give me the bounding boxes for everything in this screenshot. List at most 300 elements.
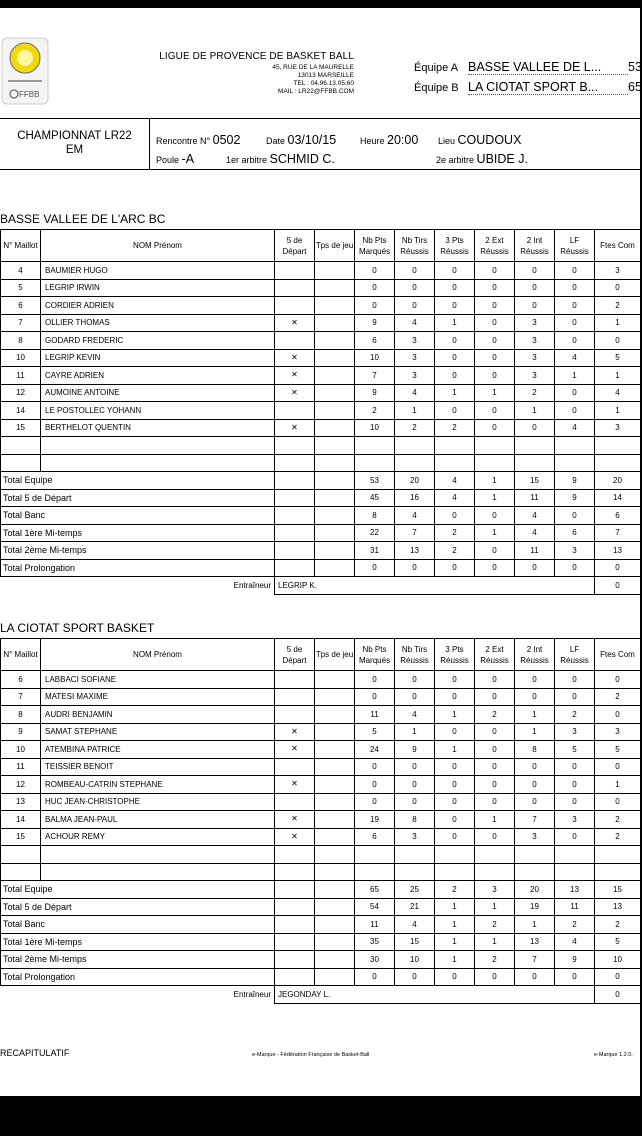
total-label: Total Banc: [1, 916, 275, 934]
empty-cell: [315, 898, 355, 916]
column-header: N° Maillot: [1, 230, 41, 262]
stat-tirs: 0: [395, 758, 435, 776]
player-name: OLLIER THOMAS: [41, 314, 275, 332]
empty-cell: [275, 933, 315, 951]
starter-mark: [275, 402, 315, 420]
score-sheet: [0, 8, 640, 1096]
arbitre-2: 2e arbitre UBIDE J.: [436, 152, 528, 166]
stat-pts: 6: [355, 332, 395, 350]
total-lf: 9: [555, 472, 595, 490]
player-name: TEISSIER BENOIT: [41, 758, 275, 776]
team-b-line: Équipe B LA CIOTAT SPORT B... 65: [414, 80, 642, 94]
total-tirs: 4: [395, 507, 435, 525]
empty-cell: [315, 559, 355, 577]
total-tirs: 10: [395, 951, 435, 969]
empty-row: [1, 863, 641, 881]
playing-time: [315, 828, 355, 846]
coach-name: JEGONDAY L.: [275, 986, 595, 1004]
player-name: BERTHELOT QUENTIN: [41, 419, 275, 437]
team-a-stats-table: [0, 229, 641, 595]
stat-lf: 2: [555, 706, 595, 724]
empty-cell: [475, 454, 515, 472]
stat-p3: 0: [435, 671, 475, 689]
coach-label: Entraîneur: [1, 577, 275, 595]
total-f: 20: [595, 472, 641, 490]
stat-int: 3: [515, 828, 555, 846]
empty-cell: [595, 863, 641, 881]
empty-cell: [275, 437, 315, 455]
jersey-number: 8: [1, 332, 41, 350]
stat-ext: 0: [475, 688, 515, 706]
starter-mark: [275, 793, 315, 811]
stat-pts: 9: [355, 314, 395, 332]
footer-center: e-Marque - Fédération Française de Basket-Ball: [252, 1052, 370, 1058]
stat-lf: 1: [555, 367, 595, 385]
empty-cell: [315, 507, 355, 525]
empty-cell: [555, 863, 595, 881]
stat-int: 1: [515, 706, 555, 724]
stat-lf: 3: [555, 723, 595, 741]
column-header: LF Réussis: [555, 230, 595, 262]
total-int: 1: [515, 916, 555, 934]
league-address: 45, RUE DE LA MAURELLE 13013 MARSEILLE TEL : 04.96.13.05.60 MAIL : LR22@FFBB.COM: [272, 64, 354, 95]
stat-tirs: 4: [395, 706, 435, 724]
stat-ext: 0: [475, 314, 515, 332]
stat-tirs: 4: [395, 314, 435, 332]
empty-cell: [515, 454, 555, 472]
player-name: ROMBEAU-CATRIN STEPHANE: [41, 776, 275, 794]
total-int: 4: [515, 507, 555, 525]
playing-time: [315, 758, 355, 776]
total-ext: 1: [475, 898, 515, 916]
total-row: [1, 898, 641, 916]
stat-p3: 0: [435, 793, 475, 811]
starter-mark: [275, 332, 315, 350]
empty-cell: [475, 846, 515, 864]
stat-ext: 0: [475, 332, 515, 350]
total-pts: 11: [355, 916, 395, 934]
stat-ext: 0: [475, 723, 515, 741]
empty-cell: [41, 863, 275, 881]
playing-time: [315, 723, 355, 741]
stat-lf: 3: [555, 811, 595, 829]
player-row: [1, 706, 641, 724]
stat-int: 0: [515, 419, 555, 437]
stat-lf: 5: [555, 741, 595, 759]
player-name: LEGRIP IRWIN: [41, 279, 275, 297]
column-header: 3 Pts Réussis: [435, 230, 475, 262]
total-p3: 1: [435, 951, 475, 969]
total-p3: 1: [435, 898, 475, 916]
total-pts: 53: [355, 472, 395, 490]
starter-mark: ✕: [275, 776, 315, 794]
empty-cell: [435, 437, 475, 455]
player-row: [1, 262, 641, 280]
poule: Poule -A: [156, 152, 195, 166]
empty-cell: [515, 846, 555, 864]
stat-ext: 0: [475, 758, 515, 776]
stat-tirs: 9: [395, 741, 435, 759]
stat-pts: 24: [355, 741, 395, 759]
total-ext: 1: [475, 524, 515, 542]
playing-time: [315, 279, 355, 297]
jersey-number: 7: [1, 688, 41, 706]
starter-mark: ✕: [275, 723, 315, 741]
stat-tirs: 4: [395, 384, 435, 402]
total-lf: 9: [555, 489, 595, 507]
starter-mark: [275, 262, 315, 280]
column-header: NOM Prénom: [41, 230, 275, 262]
stat-pts: 9: [355, 384, 395, 402]
stat-ext: 0: [475, 367, 515, 385]
jersey-number: 15: [1, 828, 41, 846]
playing-time: [315, 776, 355, 794]
player-name: ACHOUR REMY: [41, 828, 275, 846]
starter-mark: [275, 279, 315, 297]
player-name: AUMOINE ANTOINE: [41, 384, 275, 402]
total-p3: 4: [435, 472, 475, 490]
total-lf: 13: [555, 881, 595, 899]
total-f: 15: [595, 881, 641, 899]
total-row: [1, 881, 641, 899]
stat-lf: 0: [555, 758, 595, 776]
coach-fouls: 0: [595, 986, 641, 1004]
total-label: Total Prolongation: [1, 559, 275, 577]
playing-time: [315, 671, 355, 689]
empty-cell: [555, 454, 595, 472]
total-f: 5: [595, 933, 641, 951]
total-row: [1, 916, 641, 934]
stat-f: 3: [595, 262, 641, 280]
total-f: 14: [595, 489, 641, 507]
total-label: Total Equipe: [1, 472, 275, 490]
column-header: 2 Ext Réussis: [475, 639, 515, 671]
starter-mark: [275, 688, 315, 706]
column-header: Nb Pts Marqués: [355, 230, 395, 262]
empty-cell: [315, 542, 355, 560]
total-lf: 9: [555, 951, 595, 969]
column-header: Nb Tirs Réussis: [395, 230, 435, 262]
empty-cell: [355, 454, 395, 472]
player-row: [1, 688, 641, 706]
stat-ext: 0: [475, 402, 515, 420]
empty-cell: [315, 968, 355, 986]
column-header: LF Réussis: [555, 639, 595, 671]
empty-cell: [355, 863, 395, 881]
jersey-number: 9: [1, 723, 41, 741]
total-tirs: 25: [395, 881, 435, 899]
stat-tirs: 0: [395, 688, 435, 706]
column-header: 2 Int Réussis: [515, 230, 555, 262]
team-a-score: 53: [628, 60, 642, 74]
jersey-number: 6: [1, 671, 41, 689]
total-f: 7: [595, 524, 641, 542]
total-label: Total Prolongation: [1, 968, 275, 986]
jersey-number: 10: [1, 349, 41, 367]
stat-f: 2: [595, 828, 641, 846]
column-header: Tps de jeu: [315, 230, 355, 262]
player-row: [1, 297, 641, 315]
total-p3: 2: [435, 524, 475, 542]
player-name: LE POSTOLLEC YOHANN: [41, 402, 275, 420]
total-pts: 65: [355, 881, 395, 899]
column-header: Ftes Com: [595, 230, 641, 262]
stat-p3: 0: [435, 367, 475, 385]
stat-lf: 0: [555, 828, 595, 846]
playing-time: [315, 741, 355, 759]
stat-int: 0: [515, 793, 555, 811]
stat-ext: 0: [475, 793, 515, 811]
total-pts: 35: [355, 933, 395, 951]
footer-recap: RECAPITULATIF: [0, 1048, 70, 1058]
jersey-number: 10: [1, 741, 41, 759]
total-int: 7: [515, 951, 555, 969]
total-row: [1, 951, 641, 969]
player-row: [1, 349, 641, 367]
stat-f: 2: [595, 688, 641, 706]
playing-time: [315, 367, 355, 385]
stat-p3: 0: [435, 279, 475, 297]
jersey-number: 14: [1, 811, 41, 829]
player-row: [1, 384, 641, 402]
jersey-number: 12: [1, 384, 41, 402]
stat-int: 0: [515, 758, 555, 776]
total-lf: 0: [555, 968, 595, 986]
total-tirs: 13: [395, 542, 435, 560]
stat-ext: 0: [475, 419, 515, 437]
empty-cell: [275, 542, 315, 560]
total-int: 19: [515, 898, 555, 916]
empty-cell: [1, 437, 41, 455]
team-b-stats-table: [0, 638, 641, 1004]
jersey-number: 11: [1, 758, 41, 776]
date: Date 03/10/15: [266, 133, 337, 147]
total-int: 0: [515, 559, 555, 577]
total-int: 20: [515, 881, 555, 899]
total-label: Total 2ème Mi-temps: [1, 542, 275, 560]
total-ext: 2: [475, 916, 515, 934]
team-a-name: BASSE VALLEE DE L...: [468, 60, 628, 75]
stat-lf: 0: [555, 384, 595, 402]
starter-mark: [275, 706, 315, 724]
team-b-title: LA CIOTAT SPORT BASKET: [0, 621, 155, 635]
column-header: Tps de jeu: [315, 639, 355, 671]
footer-version: e-Marque 1.2.0.: [594, 1052, 633, 1058]
team-b-name: LA CIOTAT SPORT B...: [468, 80, 628, 95]
empty-cell: [315, 933, 355, 951]
player-row: [1, 723, 641, 741]
stat-ext: 0: [475, 279, 515, 297]
total-int: 13: [515, 933, 555, 951]
empty-cell: [315, 916, 355, 934]
total-pts: 54: [355, 898, 395, 916]
total-ext: 0: [475, 559, 515, 577]
total-label: Total 1ère Mi-temps: [1, 524, 275, 542]
stat-tirs: 3: [395, 332, 435, 350]
empty-cell: [595, 437, 641, 455]
starter-mark: [275, 758, 315, 776]
empty-cell: [275, 524, 315, 542]
stat-pts: 0: [355, 671, 395, 689]
empty-cell: [275, 559, 315, 577]
stat-tirs: 3: [395, 367, 435, 385]
empty-cell: [355, 437, 395, 455]
empty-cell: [1, 454, 41, 472]
total-label: Total 5 de Départ: [1, 489, 275, 507]
stat-f: 5: [595, 349, 641, 367]
empty-cell: [435, 454, 475, 472]
column-header: 3 Pts Réussis: [435, 639, 475, 671]
arbitre-1: 1er arbitre SCHMID C.: [226, 152, 335, 166]
stat-tirs: 3: [395, 349, 435, 367]
svg-text:FFBB: FFBB: [19, 90, 40, 99]
empty-cell: [315, 951, 355, 969]
total-label: Total 5 de Départ: [1, 898, 275, 916]
stat-pts: 5: [355, 723, 395, 741]
total-pts: 45: [355, 489, 395, 507]
stat-p3: 0: [435, 758, 475, 776]
player-row: [1, 367, 641, 385]
stat-tirs: 0: [395, 793, 435, 811]
empty-cell: [315, 881, 355, 899]
starter-mark: ✕: [275, 349, 315, 367]
stat-int: 1: [515, 402, 555, 420]
stat-int: 0: [515, 279, 555, 297]
total-pts: 0: [355, 968, 395, 986]
heure: Heure 20:00: [360, 133, 419, 147]
stat-f: 3: [595, 419, 641, 437]
empty-cell: [41, 437, 275, 455]
stat-f: 0: [595, 706, 641, 724]
empty-row: [1, 454, 641, 472]
stat-p3: 0: [435, 297, 475, 315]
stat-lf: 4: [555, 419, 595, 437]
stat-p3: 0: [435, 688, 475, 706]
stat-lf: 4: [555, 349, 595, 367]
column-header: 2 Ext Réussis: [475, 230, 515, 262]
stat-int: 0: [515, 297, 555, 315]
stat-f: 0: [595, 671, 641, 689]
stat-tirs: 0: [395, 776, 435, 794]
empty-cell: [275, 489, 315, 507]
total-label: Total Banc: [1, 507, 275, 525]
stat-p3: 1: [435, 384, 475, 402]
empty-row: [1, 846, 641, 864]
total-p3: 0: [435, 968, 475, 986]
total-f: 13: [595, 898, 641, 916]
total-ext: 0: [475, 507, 515, 525]
total-int: 11: [515, 542, 555, 560]
total-p3: 0: [435, 559, 475, 577]
starter-mark: ✕: [275, 741, 315, 759]
stat-f: 2: [595, 811, 641, 829]
stat-ext: 2: [475, 706, 515, 724]
total-lf: 3: [555, 542, 595, 560]
playing-time: [315, 384, 355, 402]
total-row: [1, 559, 641, 577]
match-info: [0, 118, 640, 170]
empty-cell: [555, 437, 595, 455]
player-row: [1, 811, 641, 829]
column-header: 5 de Départ: [275, 230, 315, 262]
empty-cell: [275, 846, 315, 864]
stat-f: 4: [595, 384, 641, 402]
stat-f: 2: [595, 297, 641, 315]
stat-f: 0: [595, 279, 641, 297]
empty-cell: [315, 437, 355, 455]
league-title: LIGUE DE PROVENCE DE BASKET BALL: [159, 51, 354, 62]
player-name: ATEMBINA PATRICE: [41, 741, 275, 759]
total-ext: 2: [475, 951, 515, 969]
stat-int: 3: [515, 349, 555, 367]
total-int: 11: [515, 489, 555, 507]
coach-row: [1, 986, 641, 1004]
total-int: 15: [515, 472, 555, 490]
team-a-line: Équipe A BASSE VALLEE DE L... 53: [414, 60, 642, 74]
total-p3: 1: [435, 916, 475, 934]
stat-p3: 0: [435, 811, 475, 829]
playing-time: [315, 402, 355, 420]
total-pts: 30: [355, 951, 395, 969]
player-row: [1, 776, 641, 794]
stat-int: 7: [515, 811, 555, 829]
empty-cell: [275, 951, 315, 969]
stat-f: 0: [595, 332, 641, 350]
empty-cell: [41, 454, 275, 472]
player-name: GODARD FREDERIC: [41, 332, 275, 350]
playing-time: [315, 706, 355, 724]
empty-cell: [315, 863, 355, 881]
player-row: [1, 402, 641, 420]
player-name: LABBACI SOFIANE: [41, 671, 275, 689]
stat-pts: 7: [355, 367, 395, 385]
stat-tirs: 2: [395, 419, 435, 437]
total-lf: 6: [555, 524, 595, 542]
empty-cell: [395, 846, 435, 864]
total-ext: 0: [475, 542, 515, 560]
stat-tirs: 0: [395, 279, 435, 297]
stat-ext: 0: [475, 671, 515, 689]
stat-pts: 0: [355, 279, 395, 297]
empty-cell: [515, 437, 555, 455]
stat-pts: 0: [355, 793, 395, 811]
total-f: 2: [595, 916, 641, 934]
stat-p3: 1: [435, 741, 475, 759]
empty-cell: [595, 846, 641, 864]
column-header: Ftes Com: [595, 639, 641, 671]
stat-int: 0: [515, 776, 555, 794]
total-f: 0: [595, 559, 641, 577]
stat-pts: 19: [355, 811, 395, 829]
total-f: 13: [595, 542, 641, 560]
total-row: [1, 507, 641, 525]
stat-pts: 6: [355, 828, 395, 846]
jersey-number: 4: [1, 262, 41, 280]
empty-cell: [395, 437, 435, 455]
empty-cell: [395, 454, 435, 472]
stat-tirs: 0: [395, 671, 435, 689]
stat-p3: 1: [435, 314, 475, 332]
team-b-score: 65: [628, 80, 642, 94]
total-f: 0: [595, 968, 641, 986]
empty-cell: [315, 489, 355, 507]
jersey-number: 12: [1, 776, 41, 794]
stat-int: 1: [515, 723, 555, 741]
empty-cell: [315, 524, 355, 542]
total-pts: 22: [355, 524, 395, 542]
starter-mark: ✕: [275, 367, 315, 385]
player-row: [1, 671, 641, 689]
